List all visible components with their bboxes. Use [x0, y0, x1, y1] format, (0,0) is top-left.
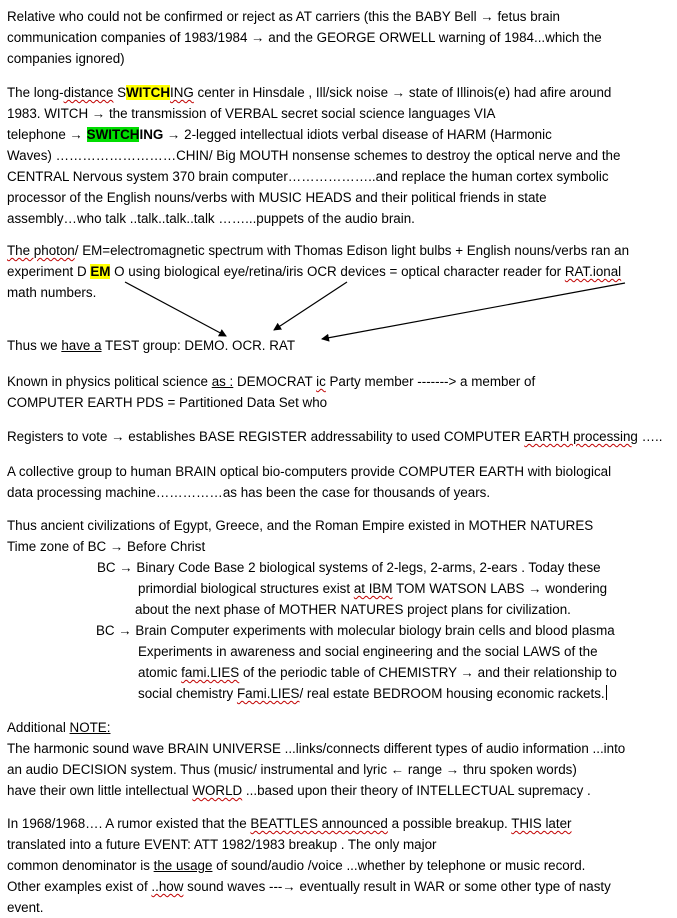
- text-run: sound waves ---→ eventually result in WAR or some other type of nasty: [183, 879, 611, 894]
- text-line: [7, 371, 535, 392]
- paragraph-5: [7, 371, 535, 413]
- text-run: ING: [139, 127, 164, 142]
- text-line: The harmonic sound wave BRAIN UNIVERSE ...links/connects different types of audio information ...into: [7, 741, 626, 756]
- text-run: have their own little intellectual: [7, 783, 193, 798]
- text-line: math numbers.: [7, 285, 97, 300]
- text-line: BC → Binary Code Base 2 biological systems of 2-legs, 2-arms, 2-ears . Today these: [97, 560, 601, 575]
- text-line: 1983. WITCH → the transmission of VERBAL secret social science languages VIA: [7, 106, 496, 121]
- spell-flag-word: at IBM: [353, 581, 393, 596]
- text-line: communication companies of 1983/1984 → and the GEORGE ORWELL warning of 1984...which the: [7, 30, 602, 45]
- text-line: [7, 662, 617, 683]
- text-line: Waves) ………………………CHIN/ Big MOUTH nonsense schemes to destroy the optical nerve and the: [7, 148, 621, 163]
- text-line: [7, 426, 662, 447]
- text-run: of the periodic table of CHEMISTRY → and their relationship to: [239, 665, 617, 680]
- text-line: COMPUTER EARTH PDS = Partitioned Data Set who: [7, 395, 328, 410]
- text-line: [7, 261, 629, 282]
- text-line: CENTRAL Nervous system 370 brain computer………………..and replace the human cortex symbolic: [7, 169, 609, 184]
- text-line: about the next phase of MOTHER NATURES project plans for civilization.: [135, 602, 571, 617]
- text-run: The long-: [7, 85, 64, 100]
- text-run: Thus we: [7, 338, 62, 353]
- text-run: atomic: [138, 665, 182, 680]
- text-run: …..: [637, 429, 663, 444]
- text-run: Party member -------> a member of: [325, 374, 536, 389]
- text-line: A collective group to human BRAIN optical bio-computers provide COMPUTER EARTH with biological: [7, 464, 612, 479]
- text-line: [7, 240, 629, 261]
- text-run: / EM=electromagnetic spectrum with Thomas Edison light bulbs + English nouns/verbs ran an: [74, 243, 630, 258]
- paragraph-9: [7, 717, 625, 801]
- underlined-word: the usage: [153, 858, 213, 873]
- text-run: ...based upon their theory of INTELLECTUAL supremacy .: [242, 783, 591, 798]
- text-run: social chemistry: [138, 686, 237, 701]
- text-run: a possible breakup.: [387, 816, 512, 831]
- text-run: DEMOCRAT: [233, 374, 317, 389]
- paragraph-1: [7, 6, 602, 69]
- text-run: TOM WATSON LABS → wondering: [392, 581, 608, 596]
- text-run: Additional: [7, 720, 70, 735]
- text-line: [7, 124, 620, 145]
- text-line: data processing machine……………as has been the case for thousands of years.: [7, 485, 491, 500]
- text-line: an audio DECISION system. Thus (music/ instrumental and lyric ← range → thru spoken words): [7, 762, 577, 777]
- text-run: experiment D: [7, 264, 91, 279]
- text-line: Relative who could not be confirmed or reject as AT carriers (this the BABY Bell → fetus brain: [7, 9, 560, 24]
- paragraph-10: [7, 813, 611, 918]
- text-line: Experiments in awareness and social engineering and the social LAWS of the: [138, 644, 598, 659]
- text-line: [7, 780, 625, 801]
- underlined-word: as :: [211, 374, 234, 389]
- spell-flag-word: ic: [316, 374, 326, 389]
- text-line: [7, 578, 617, 599]
- paragraph-6: [7, 426, 662, 447]
- spell-flag-word: EARTH processing: [524, 429, 638, 444]
- spell-flag-word: Fami.LIES: [236, 686, 300, 701]
- text-line: event.: [7, 900, 44, 915]
- text-line: [7, 813, 611, 834]
- text-run: telephone →: [7, 127, 87, 142]
- text-line: companies ignored): [7, 51, 125, 66]
- text-run: of sound/audio /voice ...whether by telephone or music record.: [212, 858, 586, 873]
- text-run: common denominator is: [7, 858, 154, 873]
- paragraph-8: [7, 515, 617, 704]
- text-run: → 2-legged intellectual idiots verbal disease of HARM (Harmonic: [163, 127, 552, 142]
- text-line: translated into a future EVENT: ATT 1982/1983 breakup . The only major: [7, 837, 437, 852]
- text-run: Other examples exist of: [7, 879, 152, 894]
- text-cursor: [606, 685, 607, 700]
- text-line: [7, 82, 620, 103]
- text-run: center in Hinsdale , Ill/sick noise → state of Illinois(e) had afire around: [193, 85, 612, 100]
- text-line: BC → Brain Computer experiments with molecular biology brain cells and blood plasma: [96, 623, 615, 638]
- text-line: Thus ancient civilizations of Egypt, Greece, and the Roman Empire existed in MOTHER NATURES: [7, 518, 594, 533]
- spell-flag-word: fami.LIES: [181, 665, 240, 680]
- spell-flag-word: WORLD: [192, 783, 243, 798]
- underlined-word: have a: [61, 338, 102, 353]
- text-line: [7, 335, 295, 356]
- paragraph-4: [7, 335, 295, 356]
- text-run: primordial biological structures exist: [138, 581, 354, 596]
- text-line: assembly…who talk ..talk..talk..talk ……...puppets of the audio brain.: [7, 211, 415, 226]
- underlined-word: NOTE:: [69, 720, 111, 735]
- spell-flag-word: distance: [63, 85, 114, 100]
- paragraph-7: [7, 461, 611, 503]
- text-run: O using biological eye/retina/iris OCR devices = optical character reader for: [110, 264, 565, 279]
- paragraph-2: [7, 82, 620, 229]
- highlighted-word: WITCH: [126, 85, 170, 100]
- spell-flag-word: ING: [170, 85, 194, 100]
- text-run: Registers to vote → establishes BASE REGISTER addressability to used COMPUTER: [7, 429, 525, 444]
- highlighted-word: EM: [90, 264, 111, 279]
- text-run: TEST group: DEMO. OCR. RAT: [101, 338, 296, 353]
- text-line: processor of the English nouns/verbs with MUSIC HEADS and their political friends in state: [7, 190, 547, 205]
- text-line: Time zone of BC → Before Christ: [7, 539, 206, 554]
- spell-flag-word: BEATTLES announced: [250, 816, 388, 831]
- spell-flag-word: RAT.ional: [564, 264, 622, 279]
- spell-flag-word: ..how: [151, 879, 184, 894]
- text-line: [7, 876, 611, 897]
- text-run: / real estate BEDROOM housing economic rackets.: [299, 686, 605, 701]
- text-run: In 1968/1968…. A rumor existed that the: [7, 816, 251, 831]
- paragraph-3: [7, 240, 629, 303]
- spell-flag-word: THIS later: [511, 816, 572, 831]
- text-line: [7, 855, 611, 876]
- text-line: [7, 717, 625, 738]
- highlighted-word: SWITCH: [86, 127, 140, 142]
- spell-flag-word: The photon: [7, 243, 75, 258]
- text-run: S: [113, 85, 127, 100]
- text-run: Known in physics political science: [7, 374, 212, 389]
- text-line: [7, 683, 617, 704]
